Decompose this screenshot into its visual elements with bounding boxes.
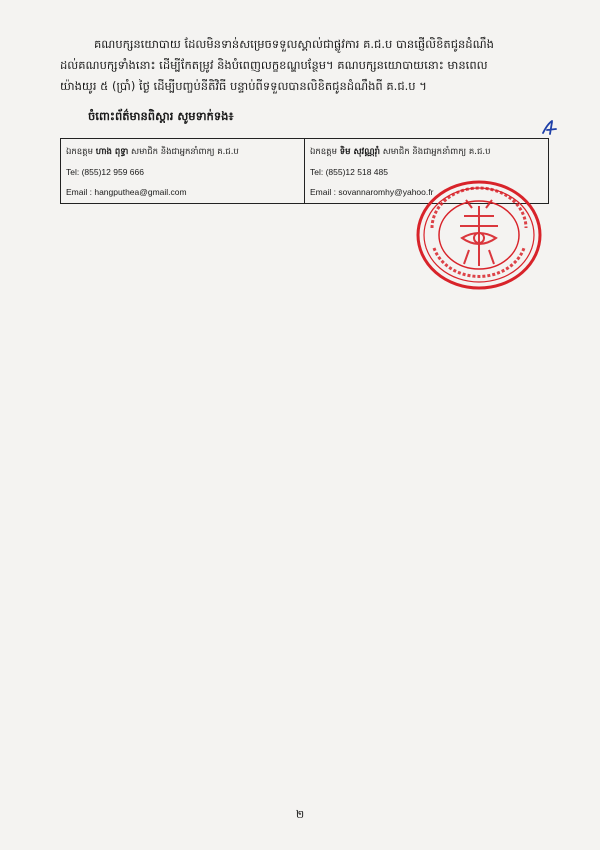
contact-tel: Tel: (855)12 518 485 (310, 167, 388, 177)
paragraph-line: គណបក្សនយោបាយ ដែលមិនទាន់សម្រេចទទួលស្គាល់ជាផ្លូវការ គ.ជ.ប បានផ្ញើលិខិតជូនដំណឹង (94, 37, 494, 51)
contact-tel: Tel: (855)12 959 666 (66, 167, 144, 177)
contact-email: Email : hangputhea@gmail.com (66, 187, 187, 197)
contact-name: ហាង ពុទ្ធា (95, 147, 129, 157)
contact-role: សមាជិក និងជាអ្នកនាំពាក្យ គ.ជ.ប (382, 147, 491, 157)
contact-role: សមាជិក និងជាអ្នកនាំពាក្យ គ.ជ.ប (131, 147, 239, 157)
page-number: ២ (295, 808, 305, 821)
signature-mark-icon (540, 118, 560, 138)
contact-name: ទិម សុវណ្ណរ៉ាំ (339, 147, 381, 157)
contact-role-line (310, 142, 543, 162)
paragraph-line: យ៉ាងយូរ ៥ (ប្រាំ) ថ្ងៃ ដើម្បីបញ្ចប់នីតិវិធី បន្ទាប់ពីទទួលបានលិខិតជូនដំណឹងពី គ.ជ.ប ។ (60, 79, 427, 93)
contact-cell (61, 139, 304, 203)
contact-email: Email : sovannaromhy@yahoo.fr (310, 187, 434, 197)
body-paragraph (60, 34, 558, 97)
contact-role-line (66, 142, 299, 162)
paragraph-line: ដល់គណបក្សទាំងនោះ ដើម្បីកែតម្រូវ និងបំពេញលក្ខខណ្ឌបន្ថែម។ គណបក្សនយោបាយនោះ មានពេល (60, 58, 488, 72)
contact-title: ឯកឧត្តម (66, 147, 93, 157)
contact-title: ឯកឧត្តម (310, 147, 337, 157)
contact-heading: ចំពោះព័ត៌មានពិស្តារ សូមទាក់ទង៖ (88, 109, 234, 123)
official-seal-icon (414, 178, 544, 292)
